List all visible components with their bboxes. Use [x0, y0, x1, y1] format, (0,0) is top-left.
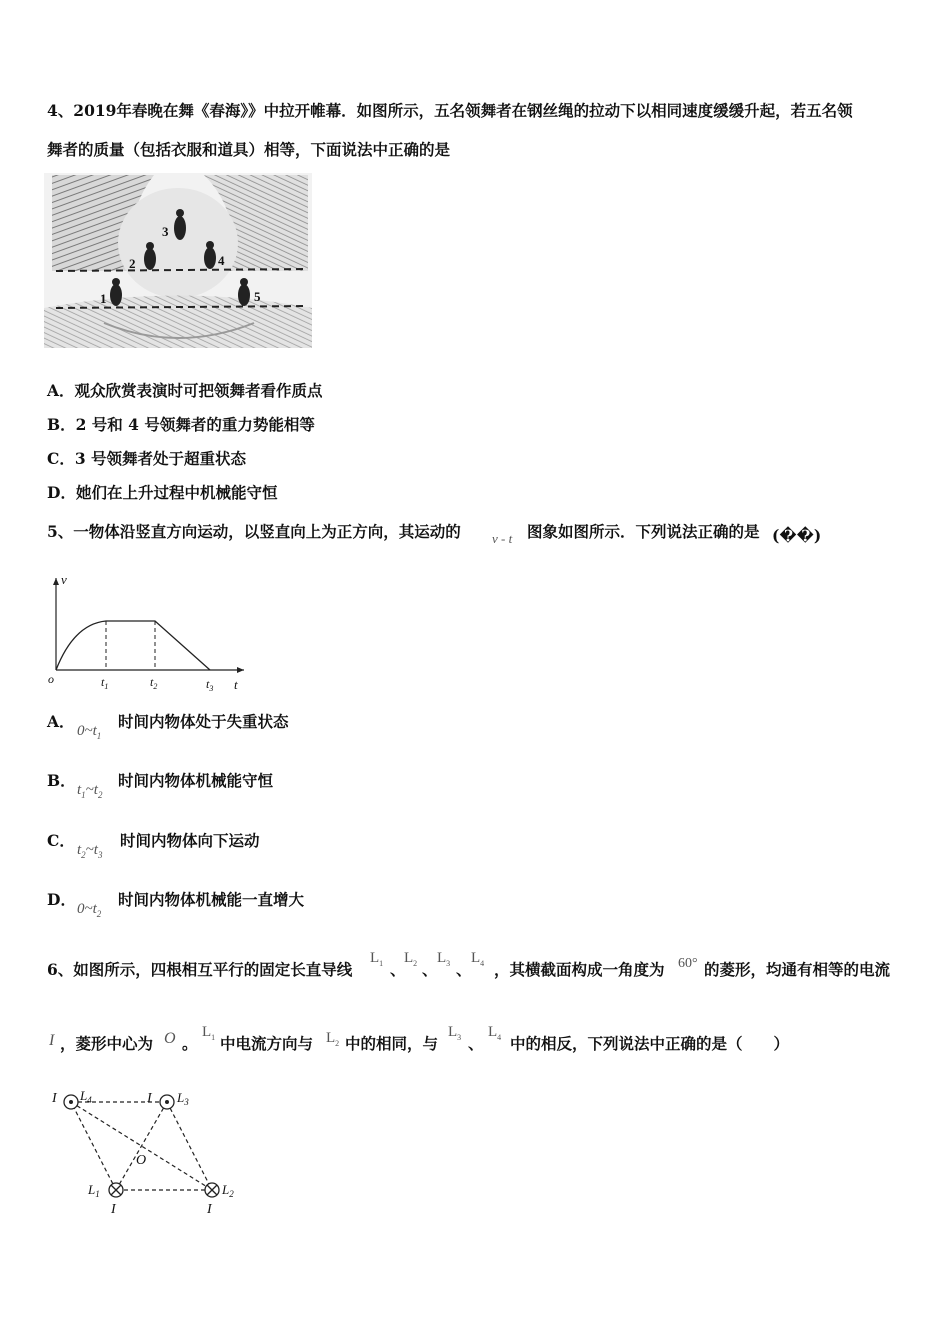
tick-t1: $t_1$: [101, 675, 109, 691]
q6-line2-l3: $L_3$: [448, 1024, 462, 1042]
fig-label-l3: $L_3$: [177, 1090, 189, 1107]
q6-sep-2: 、: [422, 960, 438, 979]
q5-option-c-math: $t_2\sim t_3$: [77, 842, 103, 860]
q5-stem-c: (��): [772, 526, 822, 545]
q5-option-d-letter: D．: [47, 890, 76, 909]
wire-l3-out-of-page: [160, 1095, 174, 1109]
wire-l2-into-page: [205, 1183, 219, 1197]
q4-option-c: C．3 号领舞者处于超重状态: [47, 449, 247, 468]
q5-option-a-text: 时间内物体处于失重状态: [118, 712, 289, 731]
q5-option-d-math: $0\sim t_2$: [77, 901, 102, 919]
q6-line2-l1: $L_1$: [202, 1024, 216, 1042]
q6-sep-3: 、: [456, 960, 472, 979]
q5-option-d-text: 时间内物体机械能一直增大: [118, 890, 305, 909]
label-1: 1: [100, 291, 107, 306]
q4-stage-photo: [44, 173, 312, 348]
q6-stem-line1-a: 6、如图所示，四根相互平行的固定长直导线: [47, 960, 353, 979]
q5-option-a-letter: A．: [47, 712, 75, 731]
fig-center-o: O: [136, 1153, 147, 1168]
label-2: 2: [129, 256, 136, 271]
q4-stem-line1: 4、2019年春晚在舞《春海》》中拉开帷幕．如图所示，五名领舞者在钢丝绳的拉动下以相同速度缓缓升起，若五名领: [47, 101, 853, 120]
q6-line2-l2: $L_2$: [326, 1030, 340, 1048]
q4-stem-line2: 舞者的质量（包括衣服和道具）相等，下面说法中正确的是: [47, 140, 451, 159]
q5-vt-graph: [44, 572, 254, 696]
fig-label-l2: $L_2$: [222, 1182, 234, 1199]
label-3: 3: [162, 224, 169, 239]
fig-current-l3: I: [147, 1091, 152, 1106]
q4-option-b: B．2 号和 4 号领舞者的重力势能相等: [47, 415, 315, 434]
q4-option-d: D．她们在上升过程中机械能守恒: [47, 483, 278, 502]
q5-stem-math: v - t: [492, 531, 513, 546]
fig-label-l1: $L_1$: [88, 1182, 100, 1199]
wire-l1-into-page: [109, 1183, 123, 1197]
q6-stem-line2-d: 中的相同，与: [345, 1034, 439, 1053]
q5-stem-b: 图象如图所示．下列说法正确的是: [527, 522, 760, 541]
x-axis-label: t: [234, 677, 238, 692]
fig-current-l2: I: [207, 1202, 212, 1217]
q5-option-b-text: 时间内物体机械能守恒: [118, 771, 274, 790]
q6-current-symbol: I: [49, 1032, 55, 1049]
q6-wire-l2: $L_2$: [404, 950, 418, 968]
tick-t3: $t_3$: [206, 677, 214, 693]
q6-wire-l1: $L_1$: [370, 950, 384, 968]
q6-wire-l3: $L_3$: [437, 950, 451, 968]
y-axis-label: v: [61, 572, 67, 587]
q6-sep-4: 、: [468, 1034, 484, 1053]
q6-stem-line2-e: 中的相反，下列说法中正确的是（ ）: [510, 1034, 790, 1053]
q4-option-a: A．观众欣赏表演时可把领舞者看作质点: [47, 381, 323, 400]
tick-t2: $t_2$: [150, 675, 158, 691]
q5-option-b-letter: B．: [47, 771, 76, 790]
label-4: 4: [218, 253, 225, 268]
q5-option-b-math: $t_1\sim t_2$: [77, 782, 103, 800]
q6-rhombus-figure: [44, 1082, 254, 1222]
fig-label-l4: $L_4$: [80, 1088, 92, 1105]
q6-sep-1: 、: [390, 960, 406, 979]
q6-stem-line2-a: ，菱形中心为: [60, 1034, 154, 1053]
q6-stem-line2-b: 。: [182, 1034, 198, 1053]
label-5: 5: [254, 289, 261, 304]
origin-label: o: [48, 672, 54, 686]
vt-curve: [56, 621, 210, 670]
fig-current-l4: I: [52, 1091, 57, 1106]
wire-l4-out-of-page: [64, 1095, 78, 1109]
q5-option-a-math: $0\sim t_1$: [77, 723, 102, 741]
q6-stem-line1-b: ，其横截面构成一角度为: [494, 960, 665, 979]
q6-line2-l4: $L_4$: [488, 1024, 502, 1042]
q5-stem-a: 5、一物体沿竖直方向运动，以竖直向上为正方向，其运动的: [47, 522, 461, 541]
fig-current-l1: I: [111, 1202, 116, 1217]
q5-option-c-text: 时间内物体向下运动: [120, 831, 260, 850]
q6-wire-l4: $L_4$: [471, 950, 485, 968]
q6-stem-line1-c: 的菱形，均通有相等的电流: [704, 960, 891, 979]
q6-center-symbol: O: [164, 1030, 176, 1047]
q6-stem-line2-c: 中电流方向与: [220, 1034, 314, 1053]
q6-angle: 60°: [678, 956, 698, 971]
q5-option-c-letter: C．: [47, 831, 75, 850]
